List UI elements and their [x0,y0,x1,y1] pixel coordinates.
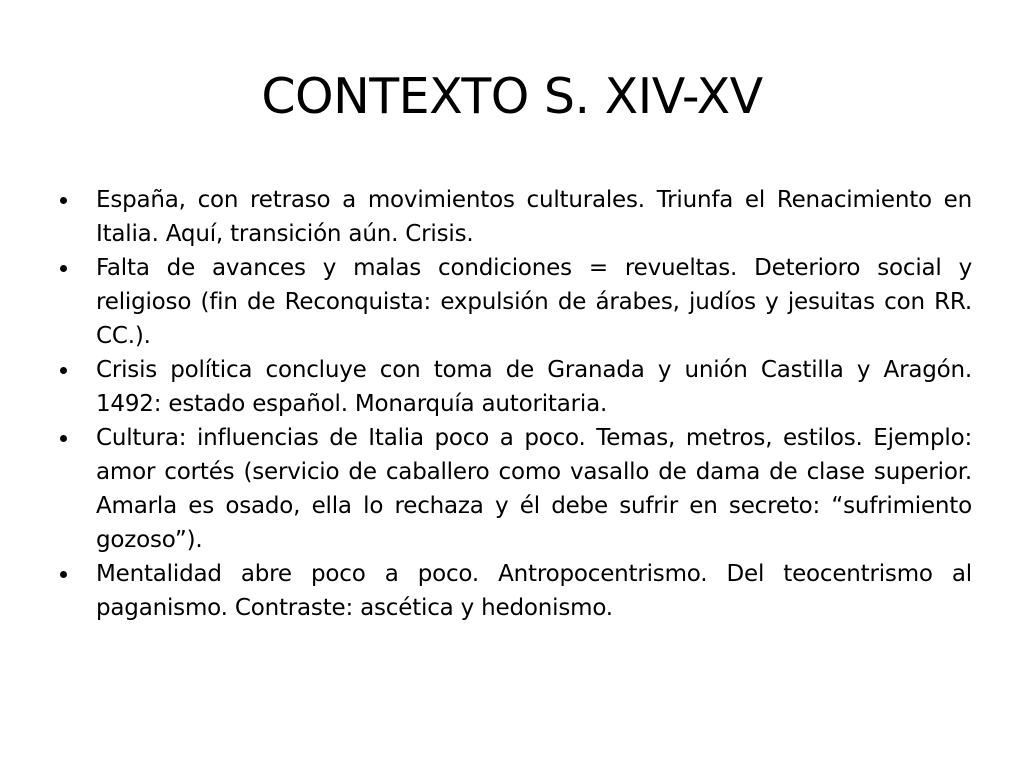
bullet-dot-icon [60,265,67,272]
bullet-list [56,183,972,625]
bullet-text: Cultura: influencias de Italia poco a poco. Temas, metros, estilos. Ejemplo: amor cortés (servicio de caballero como vasallo de dama de clase superior. Amarla es osado, ella lo rechaza y él debe sufrir en secreto: “sufrimiento gozoso”). [96,425,972,553]
slide-title: CONTEXTO S. XIV-XV [261,68,763,125]
bullet-text: España, con retraso a movimientos culturales. Triunfa el Renacimiento en Italia. Aquí, transición aún. Crisis. [96,187,972,247]
list-item [56,183,972,251]
bullet-text: Mentalidad abre poco a poco. Antropocentrismo. Del teocentrismo al paganismo. Contraste: ascética y hedonismo. [96,561,972,621]
bullet-dot-icon [60,435,67,442]
bullet-dot-icon [60,367,67,374]
list-item [56,353,972,421]
bullet-text: Crisis política concluye con toma de Granada y unión Castilla y Aragón. 1492: estado español. Monarquía autoritaria. [96,357,972,417]
list-item [56,557,972,625]
bullet-dot-icon [60,197,67,204]
list-item [56,421,972,557]
bullet-text: Falta de avances y malas condiciones = revueltas. Deterioro social y religioso (fin de Reconquista: expulsión de árabes, judíos y jesuitas con RR. CC.). [96,255,972,349]
list-item [56,251,972,353]
bullet-dot-icon [60,571,67,578]
